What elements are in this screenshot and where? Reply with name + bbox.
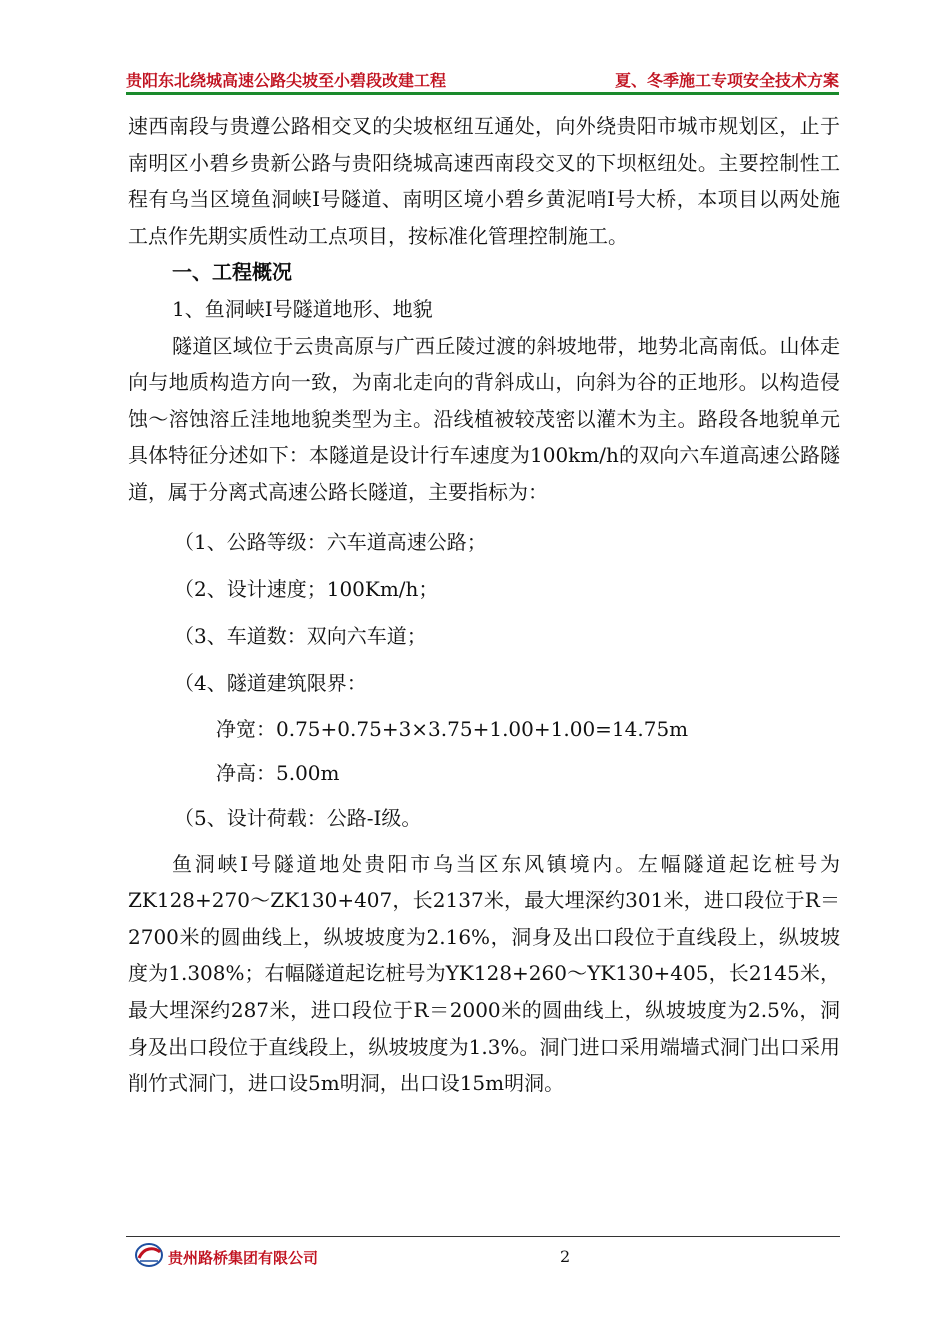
page-number: 2 [560,1247,571,1266]
page-footer [126,1236,840,1275]
spec-item-design-load: （5、设计荷载：公路-Ⅰ级。 [174,805,422,830]
document-body [128,108,840,1102]
spec-subitem-net-height: 净高：5.00m [216,760,340,785]
header-document-title: 夏、冬季施工专项安全技术方案 [614,71,839,90]
company-logo-icon [134,1241,164,1269]
spec-subitem-net-width: 净宽：0.75+0.75+3×3.75+1.00+1.00=14.75m [216,716,689,741]
page-header [126,66,839,95]
header-project-title: 贵阳东北绕城高速公路尖坡至小碧段改建工程 [126,71,447,90]
terrain-paragraph: 隧道区域位于云贵高原与广西丘陵过渡的斜坡地带，地势北高南低。山体走向与地质构造方向一致，为南北走向的背斜成山，向斜为谷的正地形。以构造侵蚀～溶蚀溶丘洼地地貌类型为主。沿线植被较茂密以灌木为主。路段各地貌单元具体特征分述如下：本隧道是设计行车速度为100km/h的双向六车道高速公路隧道，属于分离式高速公路长隧道，主要指标为： [128,333,840,504]
spec-item-design-speed: （2、设计速度；100Km/h； [174,576,439,601]
spec-item-road-grade: （1、公路等级：六车道高速公路； [174,529,487,554]
tunnel-detail-paragraph: 鱼洞峡Ⅰ号隧道地处贵阳市乌当区东风镇境内。左幅隧道起讫桩号为ZK128+270～ZK130+407，长2137米，最大埋深约301米，进口段位于R＝2700米的圆曲线上，纵坡坡度为2.16%，洞身及出口段位于直线段上，纵坡坡度为1.308%；右幅隧道起讫桩号为YK128+260～YK130+405，长2145米，最大埋深约287米，进口段位于R＝2000米的圆曲线上，纵坡坡度为2.5%，洞身及出口段位于直线段上，纵坡坡度为1.3%。洞门进口采用端墙式洞门出口采用削竹式洞门，进口设5m明洞，出口设15m明洞。 [128,851,840,1096]
intro-paragraph: 速西南段与贵遵公路相交叉的尖坡枢纽互通处，向外绕贵阳市城市规划区，止于南明区小碧乡贵新公路与贵阳绕城高速西南段交叉的下坝枢纽处。主要控制性工程有乌当区境鱼洞峡Ⅰ号隧道、南明区境小碧乡黄泥哨Ⅰ号大桥，本项目以两处施工点作先期实质性动工点项目，按标准化管理控制施工。 [128,114,840,248]
footer-company-name: 贵州路桥集团有限公司 [168,1249,319,1267]
subsection-heading: 1、鱼洞峡Ⅰ号隧道地形、地貌 [172,296,433,321]
spec-item-clearance: （4、隧道建筑限界： [174,670,367,695]
section-heading: 一、工程概况 [172,260,292,285]
spec-item-lanes: （3、车道数：双向六车道； [174,623,427,648]
